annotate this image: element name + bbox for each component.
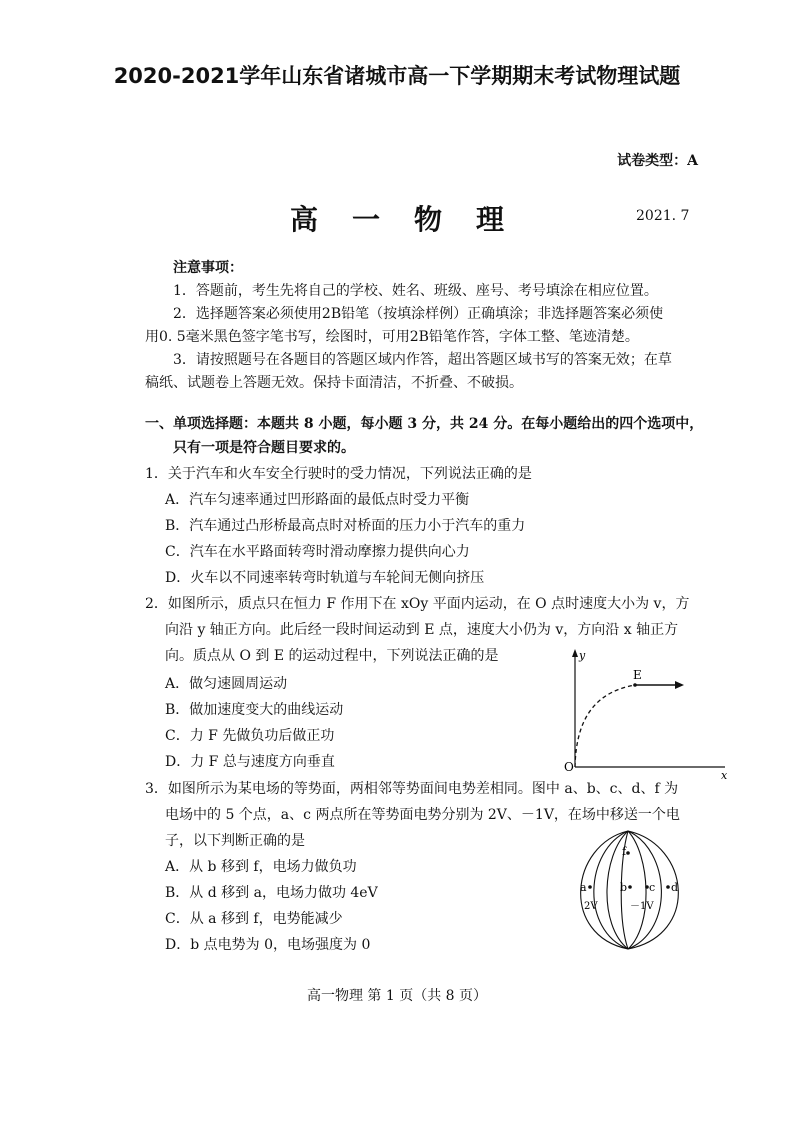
point-c-label: c: [649, 881, 656, 894]
question-2-stem-line2: 向沿 y 轴正方向。此后经一段时间运动到 E 点，速度大小仍为 v，方向沿 x 轴正方: [165, 622, 679, 638]
y-axis-label: y: [579, 649, 586, 662]
question-3-stem-line3: 子，以下判断正确的是: [165, 833, 305, 849]
question-2-option-a: A．做匀速圆周运动: [165, 676, 288, 692]
notice-heading: 注意事项：: [173, 260, 243, 276]
question-3-option-c: C．从 a 移到 f，电势能减少: [165, 911, 343, 927]
subject-heading: 高一物理: [289, 203, 538, 236]
potential-2v-label: 2V: [584, 901, 598, 912]
section-1-heading-cont: 只有一项是符合题目要求的。: [173, 440, 355, 456]
notice-item-3-line1: 3．请按照题号在各题目的答题区域内作答，超出答题区域书写的答案无效；在草: [173, 352, 672, 368]
point-f-marker: [626, 851, 630, 855]
notice-item-3-line2: 稿纸、试题卷上答题无效。保持卡面清洁，不折叠、不破损。: [145, 375, 523, 391]
question-3-option-d: D．b 点电势为 0，电场强度为 0: [165, 937, 371, 953]
page-title: 2020-2021学年山东省诸城市高一下学期期末考试物理试题: [113, 64, 681, 88]
notice-item-2-line2: 用0. 5毫米黑色签字笔书写，绘图时，可用2B铅笔作答，字体工整、笔迹清楚。: [145, 329, 639, 345]
question-2-figure: [560, 645, 740, 780]
point-e-label: E: [633, 668, 642, 682]
exam-date: 2021. 7: [636, 208, 690, 224]
point-a-label: a: [580, 881, 587, 894]
point-b-marker: [628, 885, 632, 889]
question-3-figure: [560, 825, 720, 955]
question-3-stem-line2: 电场中的 5 个点，a、c 两点所在等势面电势分别为 2V、－1V，在场中移送一个电: [165, 807, 680, 823]
question-2-stem-line1: 2．如图所示，质点只在恒力 F 作用下在 xOy 平面内运动，在 O 点时速度大小为 v，方: [145, 596, 690, 612]
point-f-label: f: [622, 845, 627, 858]
point-d-label: d: [671, 881, 679, 894]
question-1-option-a: A．汽车匀速率通过凹形路面的最低点时受力平衡: [165, 492, 470, 508]
point-e-marker: [633, 683, 637, 687]
trajectory-curve: [575, 685, 635, 767]
point-b-label: b: [620, 881, 628, 894]
y-axis-arrow-icon: [572, 649, 578, 657]
question-3-option-b: B．从 d 移到 a，电场力做功 4eV: [165, 885, 378, 901]
velocity-arrow-head-icon: [675, 681, 684, 689]
equipotential-lines: [581, 831, 679, 949]
question-1-option-c: C．汽车在水平路面转弯时滑动摩擦力提供向心力: [165, 544, 470, 560]
question-1-option-d: D．火车以不同速率转弯时轨道与车轮间无侧向挤压: [165, 570, 485, 586]
page-footer: 高一物理 第 1 页（共 8 页）: [306, 988, 488, 1004]
point-a-marker: [588, 885, 592, 889]
question-2-option-b: B．做加速度变大的曲线运动: [165, 702, 344, 718]
question-2-option-c: C．力 F 先做负功后做正功: [165, 728, 335, 744]
question-3-stem-line1: 3．如图所示为某电场的等势面，两相邻等势面间电势差相同。图中 a、b、c、d、f 为: [145, 781, 679, 797]
question-1-stem: 1．关于汽车和火车安全行驶时的受力情况，下列说法正确的是: [145, 466, 532, 482]
question-3-option-a: A．从 b 移到 f，电场力做负功: [165, 859, 357, 875]
section-1-heading: 一、单项选择题：本题共 8 小题，每小题 3 分，共 24 分。在每小题给出的四个选项中，: [145, 416, 704, 432]
paper-type: 试卷类型：A: [617, 153, 698, 169]
point-d-marker: [666, 885, 670, 889]
origin-label: O: [564, 760, 574, 774]
question-1-option-b: B．汽车通过凸形桥最高点时对桥面的压力小于汽车的重力: [165, 518, 526, 534]
potential-neg1v-label: －1V: [630, 901, 654, 912]
x-axis-label: x: [721, 769, 728, 780]
notice-item-2-line1: 2．选择题答案必须使用2B铅笔（按填涂样例）正确填涂；非选择题答案必须使: [173, 306, 664, 322]
question-2-option-d: D．力 F 总与速度方向垂直: [165, 754, 335, 770]
notice-item-1: 1．答题前，考生先将自己的学校、姓名、班级、座号、考号填涂在相应位置。: [173, 283, 658, 299]
question-2-stem-line3: 向。质点从 O 到 E 的运动过程中，下列说法正确的是: [165, 648, 499, 664]
